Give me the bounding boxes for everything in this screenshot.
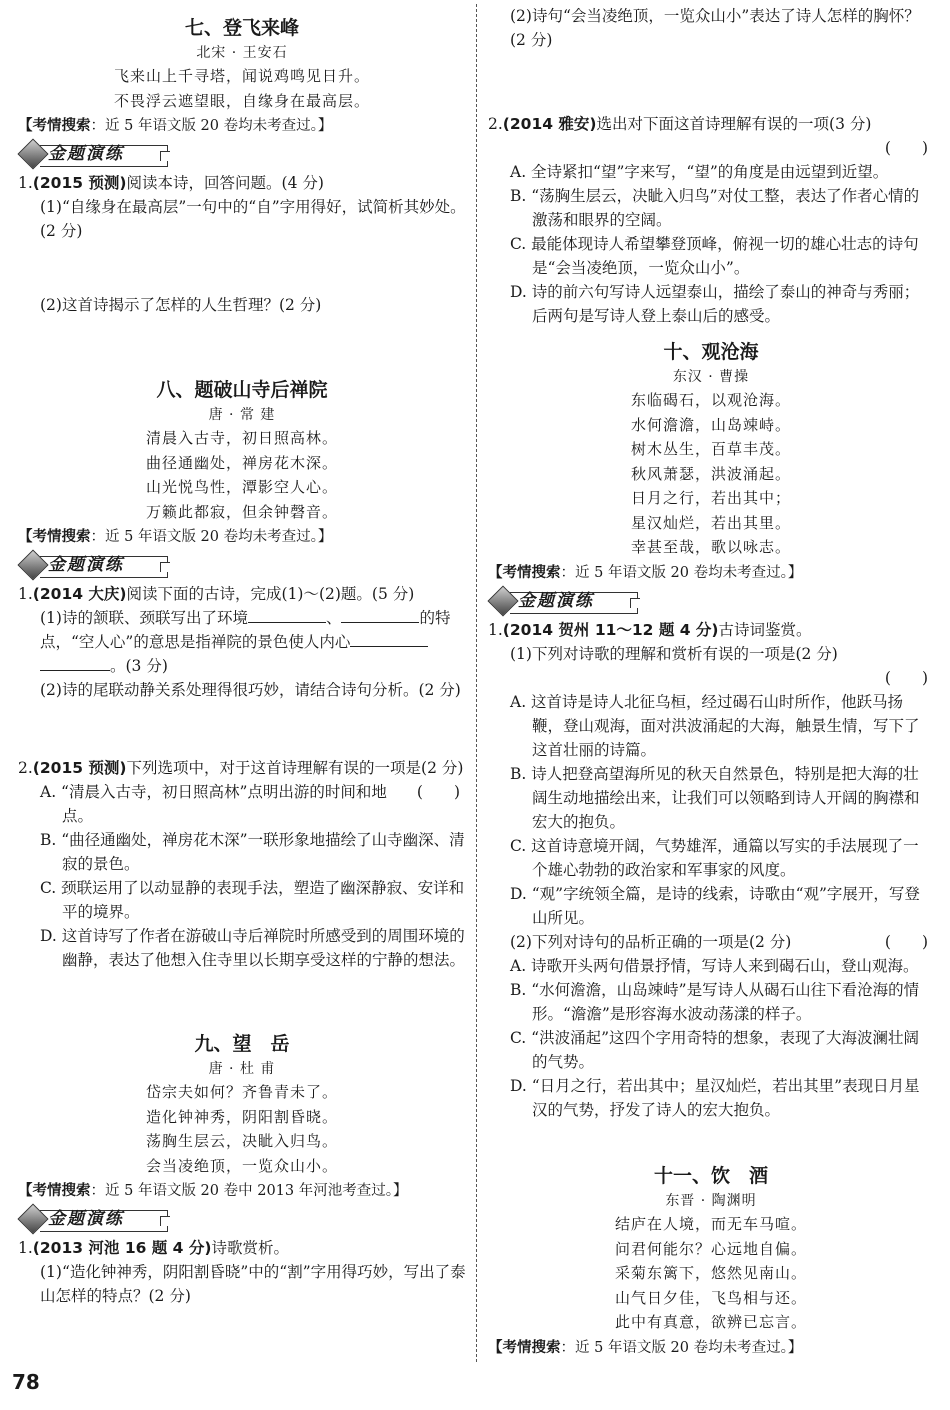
kaoqing-text: ：近 5 年语文版 20 卷均未考查过。】 xyxy=(560,564,803,581)
jinti-banner xyxy=(488,588,638,616)
option-c: C. 这首诗意境开阔，气势雄浑，通篇以写实的手法展现了一个雄心勃勃的政治家和军事家的风度。 xyxy=(510,836,919,879)
sub-question: (2)这首诗揭示了怎样的人生哲理？(2 分) xyxy=(40,296,322,314)
sub-question: (1)“自缘身在最高层”一句中的“自”字用得好，试简析其妙处。(2 分) xyxy=(40,198,466,240)
sub-question: (2)下列对诗句的品析正确的一项是(2 分) ( ) xyxy=(488,930,934,954)
poem-line: 幸甚至哉，歌以咏志。 xyxy=(630,538,791,556)
poem-line: 星汉灿烂，若出其里。 xyxy=(630,513,791,532)
question-2 xyxy=(18,756,466,801)
answer-blank[interactable] xyxy=(341,607,419,623)
kaoqing-note xyxy=(488,1337,934,1359)
poem-title: 十一、饮 酒 xyxy=(653,1165,768,1187)
poem-line: 曲径通幽处，禅房花木深。 xyxy=(145,453,338,472)
answer-paren[interactable]: ( ) xyxy=(884,668,928,687)
question-1 xyxy=(488,618,934,642)
poem-line: 飞来山上千寻塔，闻说鸡鸣见日升。 xyxy=(113,67,370,85)
banner-label: 金题演练 xyxy=(48,1209,124,1229)
question-source: (2015 预测) xyxy=(32,174,127,192)
question-text: 诗歌赏析。 xyxy=(211,1239,289,1257)
question-source: (2014 雅安) xyxy=(502,115,597,133)
sub-question-fill: (1)诗的颔联、颈联写出了环境 、 的特点，“空人心”的意思是指禅院的景色使人内心 。(3 分) xyxy=(40,609,451,675)
option-b: B. 诗人把登高望海所见的秋天自然景色，特别是把大海的壮阔生动地描绘出来，让我们可以领略到诗人开阔的胸襟和宏大的抱负。 xyxy=(510,764,920,831)
poem-line: 秋风萧瑟，洪波涌起。 xyxy=(630,464,791,483)
question-text: 阅读本诗，回答问题。(4 分) xyxy=(126,174,324,192)
kaoqing-text: ：近 5 年语文版 20 卷均未考查过。】 xyxy=(560,1339,803,1356)
option-a: A. 全诗紧扣“望”字来写，“望”的角度是由远望到近望。 xyxy=(510,163,889,181)
jinti-banner xyxy=(18,1206,168,1234)
kaoqing-note xyxy=(18,1180,466,1202)
question-2 xyxy=(488,112,934,136)
poem-line: 水何澹澹，山岛竦峙。 xyxy=(630,415,791,434)
kaoqing-tag: 【考情搜索 xyxy=(18,1183,91,1199)
kaoqing-note xyxy=(18,115,466,137)
question-source: (2013 河池 16 题 4 分) xyxy=(32,1239,212,1257)
jinti-banner xyxy=(18,552,168,580)
poem-line: 东临碣石，以观沧海。 xyxy=(630,391,791,409)
kaoqing-text: ：近 5 年语文版 20 卷中 2013 年河池考查过。】 xyxy=(90,1183,408,1199)
question-1 xyxy=(18,1236,466,1260)
option-a: A. “清晨入古寺，初日照高林”点明出游的时间和地点。 xyxy=(40,783,387,825)
banner-label: 金题演练 xyxy=(518,590,594,611)
option-c: C. “洪波涌起”这四个字用奇特的想象，表现了大海波澜壮阔的气势。 xyxy=(510,1028,920,1071)
page-number: 78 xyxy=(12,1370,40,1394)
answer-blank[interactable] xyxy=(248,607,326,623)
kaoqing-text: ：近 5 年语文版 20 卷均未考查过。】 xyxy=(90,118,333,134)
poem-line: 造化钟神秀，阴阳割昏晓。 xyxy=(145,1107,338,1126)
answer-paren[interactable]: ( ) xyxy=(884,139,928,157)
poem-line: 树木丛生，百草丰茂。 xyxy=(630,440,791,458)
sub-question: (2)诗句“会当凌绝顶，一览众山小”表达了诗人怎样的胸怀？(2 分) xyxy=(510,7,920,49)
option-d: D. 诗的前六句写诗人远望泰山，描绘了泰山的神奇与秀丽；后两句是写诗人登上泰山后的感受。 xyxy=(510,283,920,325)
poem-line: 采菊东篱下，悠然见南山。 xyxy=(614,1264,807,1282)
poem-author: 东汉 · 曹操 xyxy=(672,369,750,385)
poem-line: 山气日夕佳，飞鸟相与还。 xyxy=(614,1288,807,1307)
option-b: B. “曲径通幽处，禅房花木深”一联形象地描绘了山寺幽深、清寂的景色。 xyxy=(40,831,465,873)
poem-author: 北宋 · 王安石 xyxy=(196,45,288,61)
kaoqing-note xyxy=(18,526,466,548)
poem-title: 十、观沧海 xyxy=(663,341,759,363)
question-source: (2015 预测) xyxy=(32,759,127,777)
sub-question: (1)“造化钟神秀，阴阳割昏晓”中的“割”字用得巧妙，写出了泰山怎样的特点？(2 分) xyxy=(40,1263,466,1305)
question-text: 阅读下面的古诗，完成(1)～(2)题。(5 分) xyxy=(126,585,415,603)
sub-question: (2)诗的尾联动静关系处理得很巧妙，请结合诗句分析。(2 分) xyxy=(40,681,461,699)
option-c: C. 颈联运用了以动显静的表现手法，塑造了幽深静寂、安详和平的境界。 xyxy=(40,879,465,921)
question-number: 1. xyxy=(488,620,503,639)
banner-label: 金题演练 xyxy=(48,555,124,575)
poem-title: 九、望 岳 xyxy=(194,1033,290,1055)
poem-line: 荡胸生层云，决眦入归鸟。 xyxy=(145,1132,338,1150)
question-1 xyxy=(18,171,466,195)
poem-line: 问君何能尔？心远地自偏。 xyxy=(614,1239,807,1258)
poem-line: 结庐在人境，而无车马喧。 xyxy=(614,1215,807,1233)
section-7 xyxy=(18,14,466,317)
question-text: 古诗词鉴赏。 xyxy=(718,620,812,639)
question-number: 1. xyxy=(18,585,33,603)
answer-paren[interactable]: ( ) xyxy=(884,932,928,951)
option-a: A. 诗歌开头两句借景抒情，写诗人来到碣石山，登山观海。 xyxy=(510,956,919,975)
question-source: (2014 贺州 11～12 题 4 分) xyxy=(502,620,719,639)
poem-line: 会当凌绝顶，一览众山小。 xyxy=(145,1156,338,1175)
option-d: D. “日月之行，若出其中；星汉灿烂，若出其里”表现日月星汉的气势，抒发了诗人的宏大抱负。 xyxy=(510,1076,920,1119)
answer-blank[interactable] xyxy=(350,631,428,647)
question-1 xyxy=(18,582,466,606)
poem-author: 唐 · 杜 甫 xyxy=(208,1061,276,1077)
poem-author: 东晋 · 陶渊明 xyxy=(665,1193,757,1209)
question-source: (2014 大庆) xyxy=(32,585,127,603)
column-divider xyxy=(476,4,477,1362)
question-text: 选出对下面这首诗理解有误的一项(3 分) xyxy=(596,115,872,133)
kaoqing-tag: 【考情搜索 xyxy=(18,118,91,134)
option-d: D. “观”字统领全篇，是诗的线索，诗歌由“观”字展开，写登山所见。 xyxy=(510,884,920,927)
section-9 xyxy=(18,1030,466,1308)
section-8 xyxy=(18,376,466,972)
kaoqing-text: ：近 5 年语文版 20 卷均未考查过。】 xyxy=(90,529,333,545)
banner-label: 金题演练 xyxy=(48,144,124,164)
section-9-continued xyxy=(488,4,934,328)
answer-paren[interactable]: ( ) xyxy=(416,783,460,801)
option-a: A. 这首诗是诗人北征乌桓，经过碣石山时所作，他跃马扬鞭，登山观海，面对洪波涌起的大海，触景生情，写下了这首壮丽的诗篇。 xyxy=(510,692,920,759)
question-number: 1. xyxy=(18,174,33,192)
poem-line: 清晨入古寺，初日照高林。 xyxy=(145,429,338,447)
poem-line: 岱宗夫如何？齐鲁青未了。 xyxy=(145,1083,338,1101)
poem-title: 七、登飞来峰 xyxy=(184,17,299,39)
sub-question: (1)下列对诗歌的理解和赏析有误的一项是(2 分) xyxy=(510,644,838,663)
section-11 xyxy=(488,1162,934,1359)
question-number: 2. xyxy=(488,115,503,133)
question-number: 1. xyxy=(18,1239,33,1257)
poem-line: 此中有真意，欲辨已忘言。 xyxy=(614,1313,807,1331)
option-b: B. “水何澹澹，山岛竦峙”是写诗人从碣石山往下看沧海的情形。“澹澹”是形容海水波动荡漾的样子。 xyxy=(510,980,920,1023)
poem-author: 唐 · 常 建 xyxy=(208,407,276,423)
answer-blank[interactable] xyxy=(40,655,110,671)
jinti-banner xyxy=(18,141,168,169)
poem-line: 万籁此都寂，但余钟磬音。 xyxy=(145,502,338,521)
section-10 xyxy=(488,338,934,1122)
option-c: C. 最能体现诗人希望攀登顶峰，俯视一切的雄心壮志的诗句是“会当凌绝顶，一览众山小”。 xyxy=(510,235,919,277)
option-d: D. 这首诗写了作者在游破山寺后禅院时所感受到的周围环境的幽静，表达了他想入住寺里以长期享受这样的宁静的想法。 xyxy=(40,927,466,969)
kaoqing-note xyxy=(488,562,934,584)
question-number: 2. xyxy=(18,759,33,777)
question-text: 下列选项中，对于这首诗理解有误的一项是(2 分) xyxy=(126,759,464,777)
poem-line: 山光悦鸟性，潭影空人心。 xyxy=(145,478,338,496)
kaoqing-tag: 【考情搜索 xyxy=(488,1339,561,1356)
poem-line: 日月之行，若出其中； xyxy=(630,489,791,507)
poem-title: 八、题破山寺后禅院 xyxy=(156,379,328,401)
kaoqing-tag: 【考情搜索 xyxy=(18,529,91,545)
kaoqing-tag: 【考情搜索 xyxy=(488,564,561,581)
poem-line: 不畏浮云遮望眼，自缘身在最高层。 xyxy=(113,91,370,110)
option-b: B. “荡胸生层云，决眦入归鸟”对仗工整，表达了作者心情的激荡和眼界的空阔。 xyxy=(510,187,920,229)
